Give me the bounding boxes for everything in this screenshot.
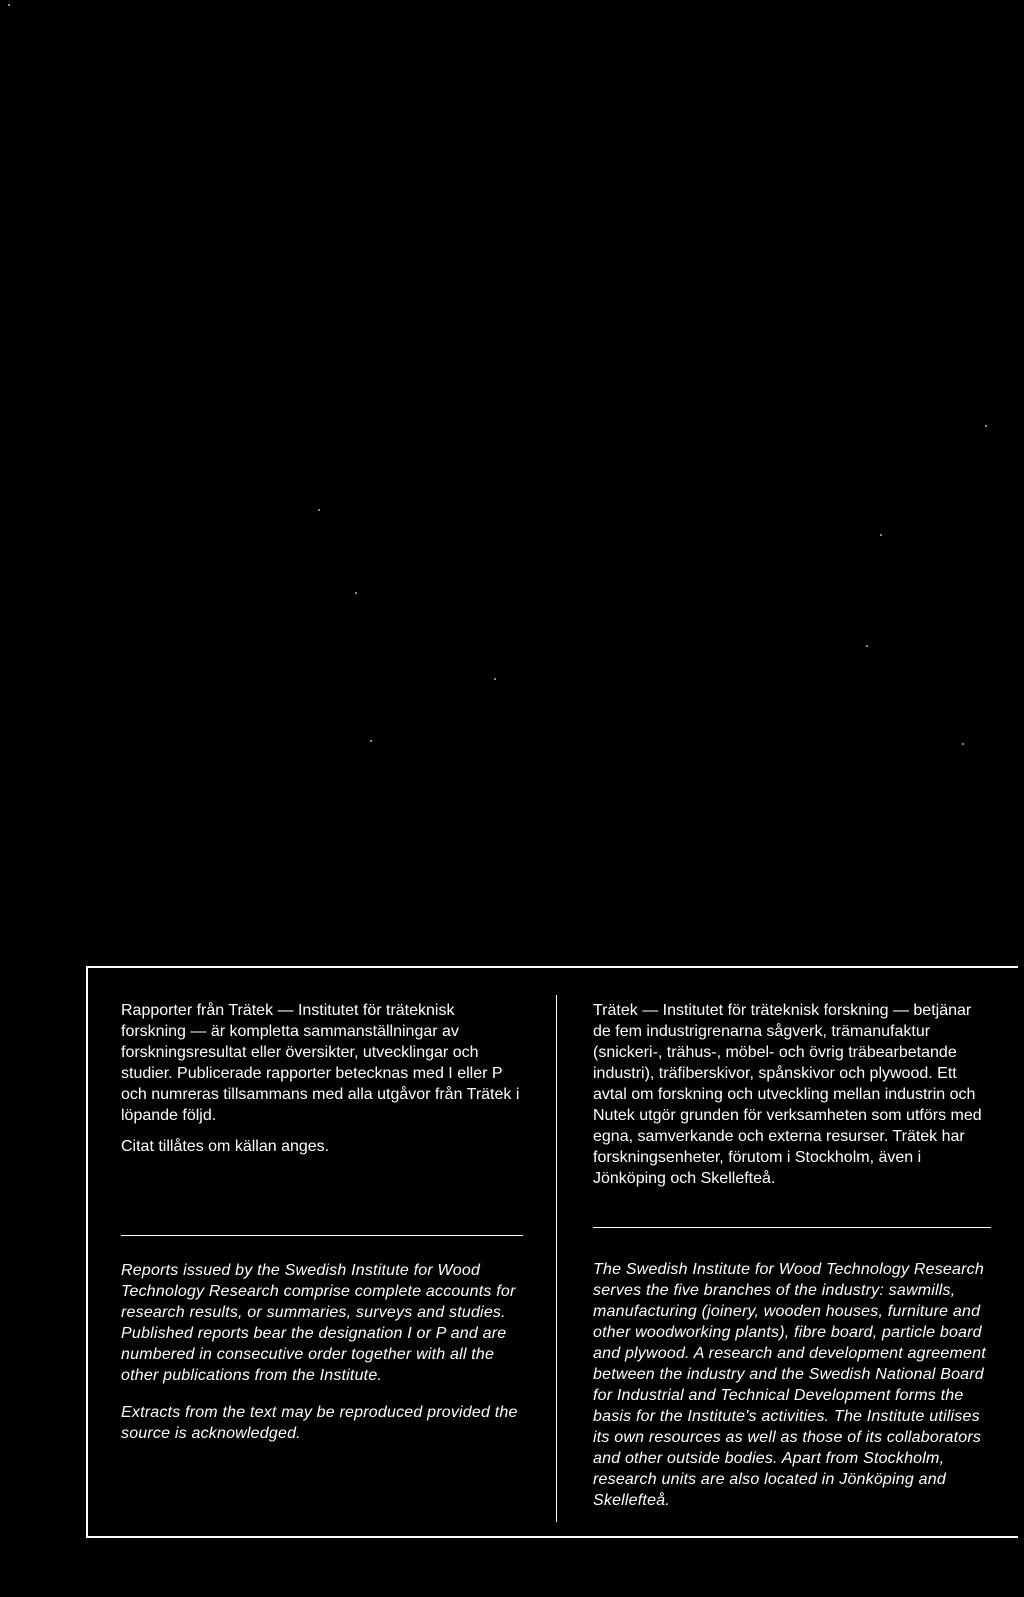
scan-speck (866, 645, 868, 647)
swedish-institute-text (593, 1000, 991, 1189)
scan-speck (355, 592, 357, 594)
right-horizontal-rule (593, 1227, 991, 1228)
scan-speck (318, 509, 320, 511)
scan-speck (962, 743, 964, 745)
column-divider (556, 995, 557, 1522)
scan-speck (985, 425, 987, 427)
english-institute-paragraph: The Swedish Institute for Wood Technology Research serves the five branches of the industry: sawmills, manufacturing (joinery, wooden houses, furniture and other woodworking plants), fibre board, particle board and plywood. A research and development agreement between the industry and the Swedish National Board for Industrial and Technical Development forms the basis for the Institute's activities. The Institute utilises its own resources as well as those of its collaborators and other outside bodies. Apart from Stockholm, research units are also located in Jönköping and Skellefteå. (593, 1261, 986, 1509)
scan-speck (8, 4, 10, 6)
swedish-citation-text (121, 1136, 523, 1157)
scan-speck (370, 740, 372, 742)
english-institute-text (593, 1259, 991, 1511)
english-reports-paragraph: Reports issued by the Swedish Institute for Wood Technology Research comprise complete accounts for research results, or summaries, surveys and studies. Published reports bear the designation I or P and are numbered in consecutive order together with all the other publications from the Institute. (121, 1262, 516, 1384)
scan-speck (880, 534, 882, 536)
english-citation-paragraph: Extracts from the text may be reproduced provided the source is acknowledged. (121, 1404, 518, 1442)
swedish-reports-text (121, 1000, 523, 1126)
scan-speck (494, 678, 496, 680)
swedish-reports-paragraph: Rapporter från Trätek — Institutet för träteknisk forskning — är kompletta sammanställningar av forskningsresultat eller översikter, utvecklingar och studier. Publicerade rapporter betecknas med I eller P och numreras tillsammans med alla utgåvor från Trätek i löpande följd. (121, 1002, 520, 1124)
english-reports-text (121, 1260, 523, 1386)
left-horizontal-rule (121, 1235, 523, 1236)
english-citation-text (121, 1402, 523, 1444)
swedish-institute-paragraph: Trätek — Institutet för träteknisk forskning — betjänar de fem industrigrenarna sågverk, trämanufaktur (snickeri-, trähus-, möbel- och övrig träbearbetande industri), träfiberskivor, spånskivor och plywood. Ett avtal om forskning och utveckling mellan industrin och Nutek utgör grunden för verksamheten som utförs med egna, samverkande och externa resurser. Trätek har forskningsenheter, förutom i Stockholm, även i Jönköping och Skellefteå. (593, 1002, 982, 1187)
swedish-citation-paragraph: Citat tillåtes om källan anges. (121, 1138, 330, 1155)
